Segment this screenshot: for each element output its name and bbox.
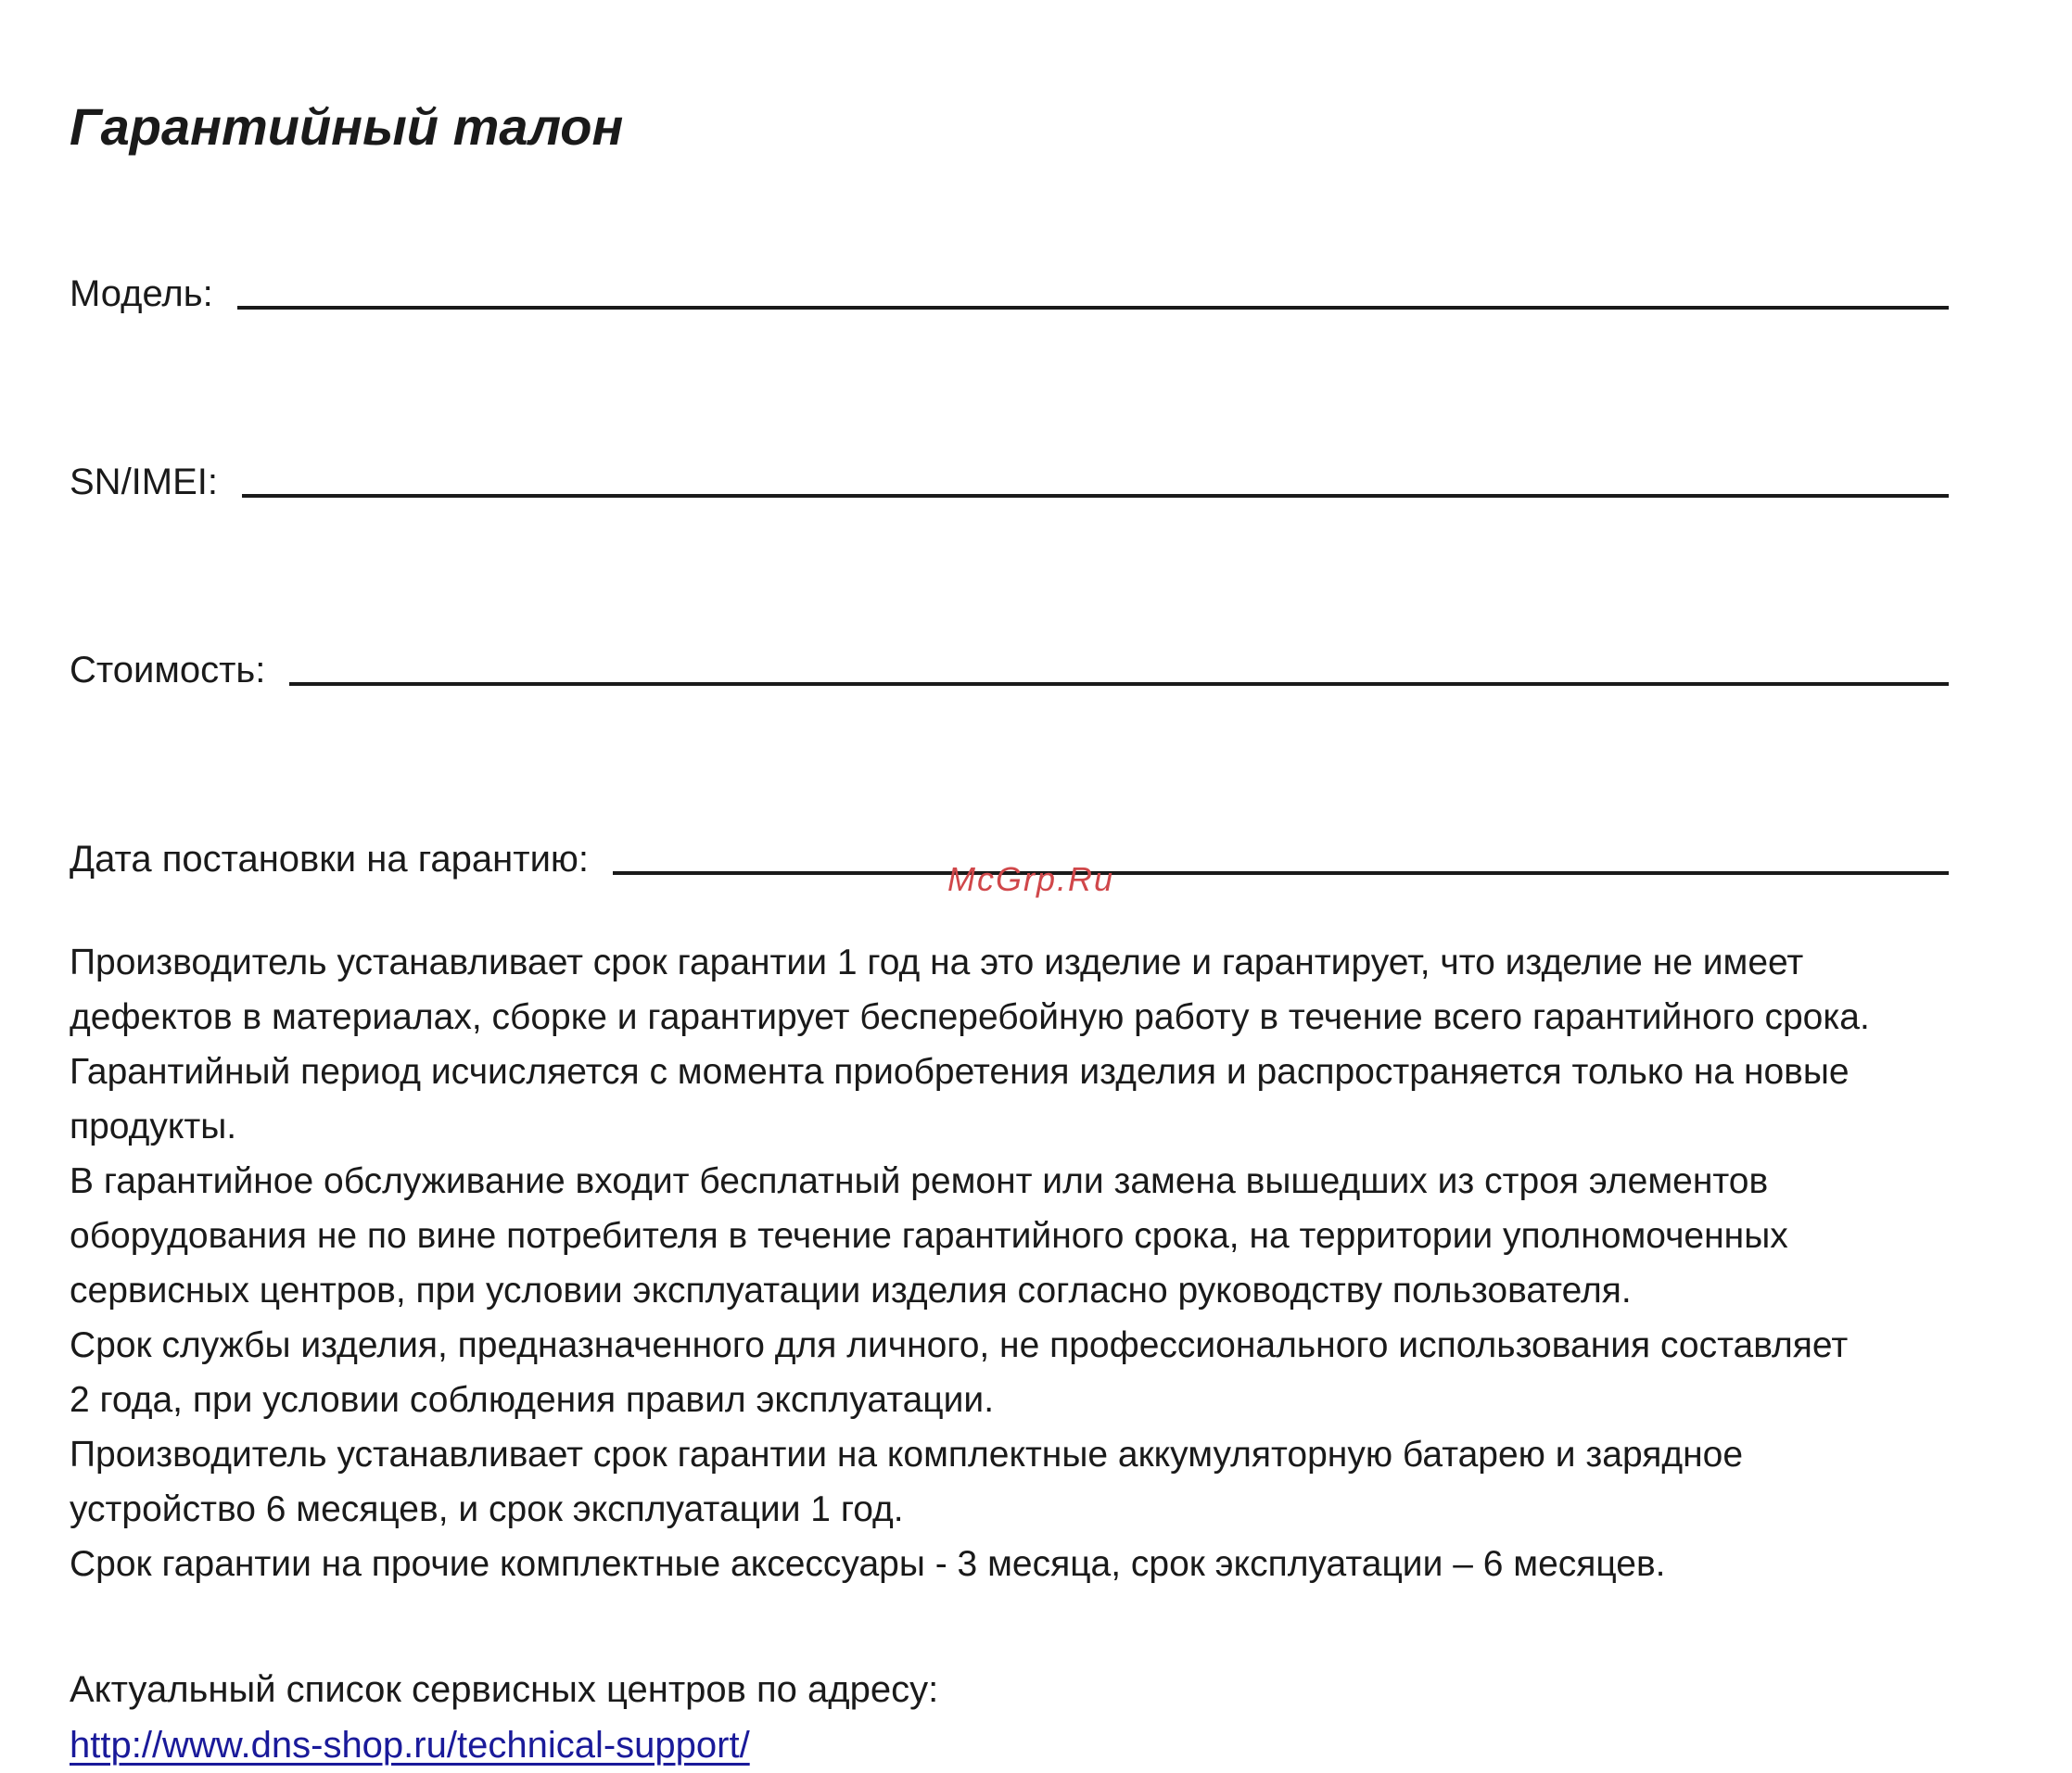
model-field-line[interactable] — [237, 306, 1949, 310]
terms-paragraph: Производитель устанавливает срок гарантии на комплектные аккумуляторную батарею и зарядное устройство 6 месяцев, и срок эксплуатации 1 год. — [70, 1435, 1744, 1529]
service-centers-link[interactable]: http://www.dns-shop.ru/technical-support/ — [70, 1725, 750, 1766]
price-field[interactable] — [70, 638, 1949, 693]
sn-imei-field[interactable] — [70, 450, 1949, 505]
sn-imei-field-label: SN/IMEI: — [70, 462, 219, 502]
warranty-date-field-line[interactable] — [613, 871, 1949, 875]
price-field-line[interactable] — [289, 682, 1949, 686]
terms-paragraph: Производитель устанавливает срок гарантии 1 год на это изделие и гарантирует, что изделие не имеет дефектов в материалах, сборке и гарантирует бесперебойную работу в течение всего гарантийного срока. Гарантийный период исчисляется с момента приобретения изделия и распространяется только на новые продукты. — [70, 943, 1870, 1146]
price-field-label: Стоимость: — [70, 650, 266, 690]
terms-paragraph: Срок службы изделия, предназначенного для личного, не профессионального использования составляет 2 года, при условии соблюдения правил эксплуатации. — [70, 1325, 1849, 1420]
service-centers-text: Актуальный список сервисных центров по адресу: — [70, 1669, 939, 1710]
watermark: McGrp.Ru — [947, 860, 1115, 898]
terms-paragraph: В гарантийное обслуживание входит бесплатный ремонт или замена вышедших из строя элементов оборудования не по вине потребителя в течение гарантийного срока, на территории уполномоченных сервисных центров, при условии эксплуатации изделия согласно руководству пользователя. — [70, 1161, 1788, 1311]
warranty-terms — [70, 935, 2072, 1591]
terms-paragraph: Срок гарантии на прочие комплектные аксессуары - 3 месяца, срок эксплуатации – 6 месяцев. — [70, 1544, 1666, 1584]
page-title: Гарантийный талон — [70, 97, 624, 156]
model-field-label: Модель: — [70, 273, 213, 314]
sn-imei-field-line[interactable] — [242, 494, 1949, 498]
model-field[interactable] — [70, 261, 1949, 317]
service-centers-block — [70, 1662, 938, 1773]
warranty-date-field-label: Дата постановки на гарантию: — [70, 839, 590, 880]
